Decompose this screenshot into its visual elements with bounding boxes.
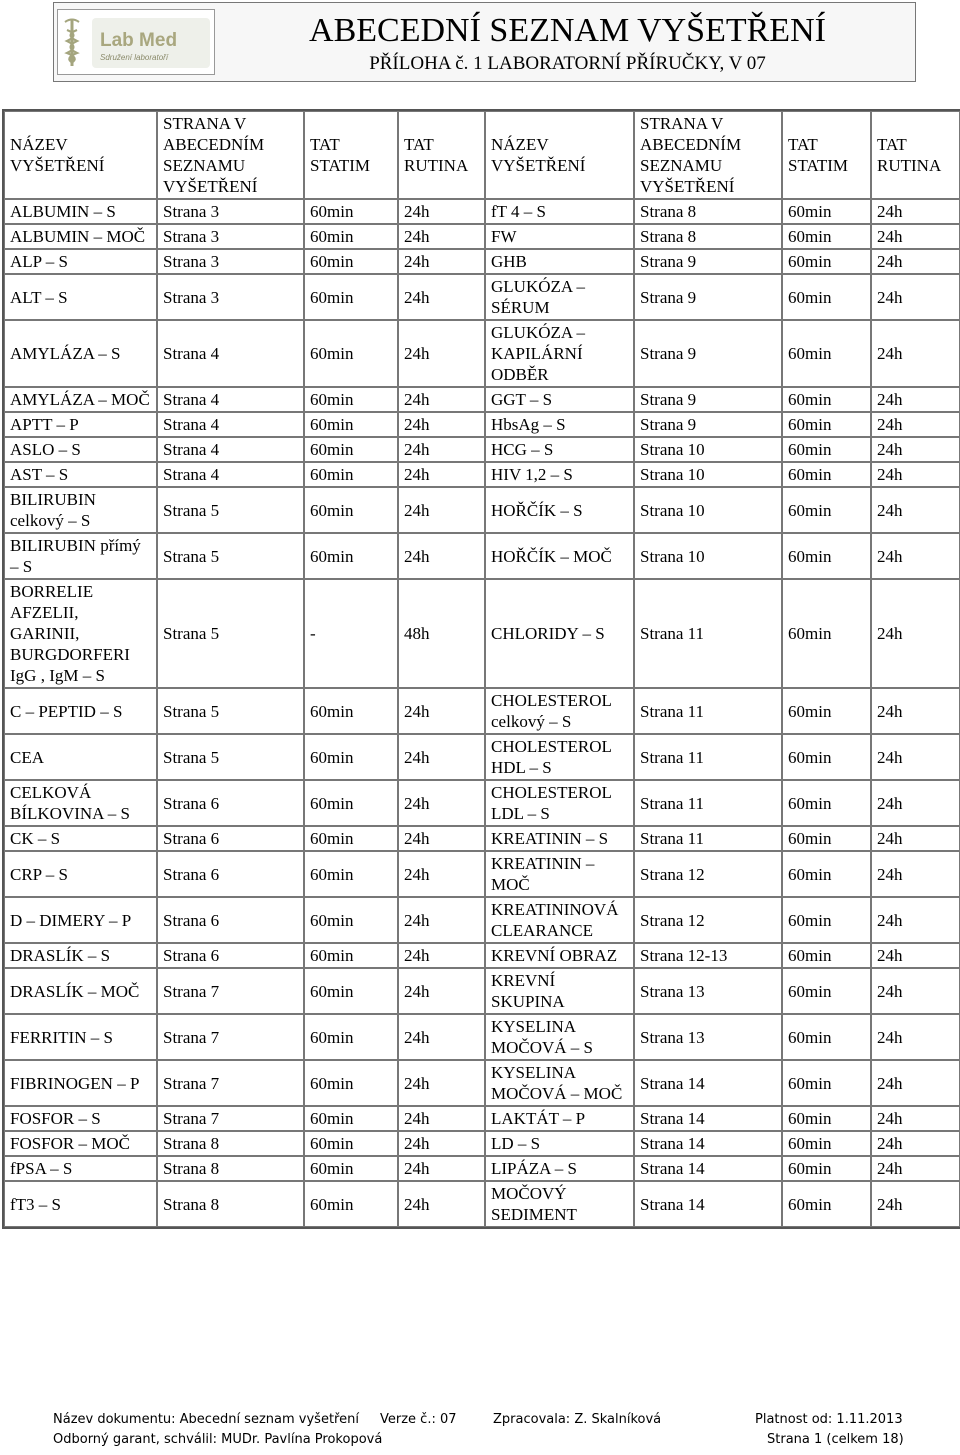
tat-statim-2: 60min	[782, 734, 871, 780]
table-row	[4, 1060, 960, 1106]
header-tat-statim-2: TAT STATIM	[782, 111, 871, 199]
exam-page-2: Strana 14	[634, 1156, 782, 1181]
table-row	[4, 851, 960, 897]
exam-page-2: Strana 11	[634, 734, 782, 780]
exam-name: CK – S	[4, 826, 157, 851]
tat-rutina: 24h	[398, 968, 485, 1014]
exam-page-2: Strana 12-13	[634, 943, 782, 968]
document-title: ABECEDNÍ SEZNAM VYŠETŘENÍ	[309, 12, 826, 49]
exam-page: Strana 6	[157, 826, 304, 851]
exam-page: Strana 8	[157, 1156, 304, 1181]
tat-statim: 60min	[304, 1014, 398, 1060]
exam-page-2: Strana 9	[634, 320, 782, 387]
tat-rutina-2: 24h	[871, 1106, 960, 1131]
tat-rutina: 24h	[398, 1060, 485, 1106]
header-tat-rutina-2: TAT RUTINA	[871, 111, 960, 199]
exam-name: ALBUMIN – S	[4, 199, 157, 224]
tat-statim: 60min	[304, 688, 398, 734]
tat-statim-2: 60min	[782, 387, 871, 412]
exam-name: AMYLÁZA – S	[4, 320, 157, 387]
table-row	[4, 412, 960, 437]
tat-statim-2: 60min	[782, 437, 871, 462]
table-row	[4, 462, 960, 487]
tat-statim-2: 60min	[782, 1156, 871, 1181]
header-page-2: STRANA V ABECEDNÍM SEZNAMU VYŠETŘENÍ	[634, 111, 782, 199]
tat-statim: 60min	[304, 734, 398, 780]
tat-rutina: 24h	[398, 412, 485, 437]
table-row	[4, 249, 960, 274]
exam-page: Strana 7	[157, 1106, 304, 1131]
table-row	[4, 437, 960, 462]
tat-statim: 60min	[304, 487, 398, 533]
tat-statim: 60min	[304, 199, 398, 224]
tat-rutina-2: 24h	[871, 780, 960, 826]
exam-name-2: KREVNÍ SKUPINA	[485, 968, 634, 1014]
tat-rutina-2: 24h	[871, 274, 960, 320]
exam-name: APTT – P	[4, 412, 157, 437]
table-row	[4, 579, 960, 688]
footer-page-number: Strana 1 (celkem 18)	[767, 1432, 904, 1447]
tat-statim-2: 60min	[782, 320, 871, 387]
exam-name-2: CHLORIDY – S	[485, 579, 634, 688]
exam-name: AMYLÁZA – MOČ	[4, 387, 157, 412]
exam-page: Strana 5	[157, 688, 304, 734]
logo-graphic	[58, 10, 214, 74]
tat-rutina: 24h	[398, 943, 485, 968]
exam-name: BILIRUBIN celkový – S	[4, 487, 157, 533]
tat-statim-2: 60min	[782, 1014, 871, 1060]
tat-statim: 60min	[304, 1131, 398, 1156]
tat-statim-2: 60min	[782, 943, 871, 968]
table-row	[4, 487, 960, 533]
tat-statim-2: 60min	[782, 462, 871, 487]
exam-name: ALBUMIN – MOČ	[4, 224, 157, 249]
exam-page-2: Strana 8	[634, 199, 782, 224]
exam-page-2: Strana 9	[634, 274, 782, 320]
exam-name: DRASLÍK – MOČ	[4, 968, 157, 1014]
tat-statim-2: 60min	[782, 274, 871, 320]
tat-rutina: 24h	[398, 462, 485, 487]
exam-page: Strana 5	[157, 487, 304, 533]
tat-rutina: 24h	[398, 1106, 485, 1131]
exam-page: Strana 6	[157, 943, 304, 968]
exam-name-2: KREATININ – MOČ	[485, 851, 634, 897]
tat-statim-2: 60min	[782, 533, 871, 579]
tat-rutina: 24h	[398, 320, 485, 387]
table-row	[4, 968, 960, 1014]
tat-statim-2: 60min	[782, 249, 871, 274]
tat-rutina-2: 24h	[871, 437, 960, 462]
tat-rutina: 24h	[398, 224, 485, 249]
tat-statim-2: 60min	[782, 579, 871, 688]
tat-statim-2: 60min	[782, 199, 871, 224]
exam-name-2: GLUKÓZA – KAPILÁRNÍ ODBĚR	[485, 320, 634, 387]
exam-name: FOSFOR – MOČ	[4, 1131, 157, 1156]
table-row	[4, 1181, 960, 1227]
header-tat-rutina: TAT RUTINA	[398, 111, 485, 199]
exam-page: Strana 5	[157, 579, 304, 688]
exam-page: Strana 4	[157, 412, 304, 437]
exam-page: Strana 3	[157, 249, 304, 274]
exam-name-2: KREVNÍ OBRAZ	[485, 943, 634, 968]
exam-name-2: FW	[485, 224, 634, 249]
tat-statim: 60min	[304, 1181, 398, 1227]
exam-name-2: LIPÁZA – S	[485, 1156, 634, 1181]
tat-statim-2: 60min	[782, 780, 871, 826]
exam-page-2: Strana 9	[634, 387, 782, 412]
tat-statim-2: 60min	[782, 968, 871, 1014]
exam-page: Strana 7	[157, 968, 304, 1014]
tat-rutina-2: 24h	[871, 1156, 960, 1181]
lab-med-logo	[57, 9, 215, 75]
exam-name: FOSFOR – S	[4, 1106, 157, 1131]
tat-rutina-2: 24h	[871, 320, 960, 387]
exam-page: Strana 3	[157, 224, 304, 249]
tat-statim: 60min	[304, 462, 398, 487]
tat-rutina: 24h	[398, 274, 485, 320]
tat-rutina: 24h	[398, 1131, 485, 1156]
tat-statim: 60min	[304, 943, 398, 968]
tat-rutina: 24h	[398, 734, 485, 780]
table-row	[4, 826, 960, 851]
tat-rutina: 24h	[398, 897, 485, 943]
tat-rutina-2: 24h	[871, 943, 960, 968]
tat-rutina: 24h	[398, 1156, 485, 1181]
tat-rutina: 24h	[398, 437, 485, 462]
tat-rutina-2: 24h	[871, 1060, 960, 1106]
tat-statim: 60min	[304, 249, 398, 274]
tat-statim: 60min	[304, 897, 398, 943]
header-name: NÁZEV VYŠETŘENÍ	[4, 111, 157, 199]
exam-name-2: MOČOVÝ SEDIMENT	[485, 1181, 634, 1227]
exam-page-2: Strana 11	[634, 688, 782, 734]
table-row	[4, 688, 960, 734]
tat-statim-2: 60min	[782, 1060, 871, 1106]
tat-statim-2: 60min	[782, 1106, 871, 1131]
document-footer	[53, 1410, 913, 1450]
tat-rutina-2: 24h	[871, 851, 960, 897]
tat-rutina-2: 24h	[871, 249, 960, 274]
footer-version: Verze č.: 07	[380, 1412, 457, 1427]
table-row	[4, 1106, 960, 1131]
exam-name-2: KREATININ – S	[485, 826, 634, 851]
tat-statim: 60min	[304, 1156, 398, 1181]
footer-doc-name: Název dokumentu: Abecední seznam vyšetření	[53, 1412, 359, 1427]
table-row	[4, 734, 960, 780]
tat-rutina-2: 24h	[871, 826, 960, 851]
tat-statim: 60min	[304, 780, 398, 826]
svg-text:Sdružení laboratoří: Sdružení laboratoří	[100, 53, 169, 62]
table-row	[4, 533, 960, 579]
tat-statim: 60min	[304, 412, 398, 437]
exam-table	[2, 109, 960, 1229]
exam-name-2: GGT – S	[485, 387, 634, 412]
tat-rutina: 24h	[398, 780, 485, 826]
exam-page-2: Strana 14	[634, 1106, 782, 1131]
exam-name: fPSA – S	[4, 1156, 157, 1181]
exam-name-2: KREATININOVÁ CLEARANCE	[485, 897, 634, 943]
exam-name-2: LAKTÁT – P	[485, 1106, 634, 1131]
tat-rutina: 24h	[398, 249, 485, 274]
exam-name: C – PEPTID – S	[4, 688, 157, 734]
tat-statim: 60min	[304, 851, 398, 897]
tat-rutina-2: 24h	[871, 387, 960, 412]
tat-statim: 60min	[304, 274, 398, 320]
exam-name: ALT – S	[4, 274, 157, 320]
header-name-2: NÁZEV VYŠETŘENÍ	[485, 111, 634, 199]
tat-rutina-2: 24h	[871, 462, 960, 487]
exam-page: Strana 5	[157, 734, 304, 780]
table-row	[4, 780, 960, 826]
tat-rutina: 24h	[398, 851, 485, 897]
svg-text:Lab Med: Lab Med	[100, 30, 178, 51]
exam-page-2: Strana 12	[634, 897, 782, 943]
exam-name-2: CHOLESTEROL celkový – S	[485, 688, 634, 734]
exam-page-2: Strana 8	[634, 224, 782, 249]
tat-statim-2: 60min	[782, 1131, 871, 1156]
table-header-row	[4, 111, 960, 199]
tat-statim-2: 60min	[782, 897, 871, 943]
exam-page-2: Strana 14	[634, 1060, 782, 1106]
exam-name-2: HbsAg – S	[485, 412, 634, 437]
exam-name-2: KYSELINA MOČOVÁ – S	[485, 1014, 634, 1060]
footer-valid-from: Platnost od: 1.11.2013	[755, 1412, 903, 1427]
exam-page-2: Strana 12	[634, 851, 782, 897]
tat-rutina: 48h	[398, 579, 485, 688]
tat-statim: 60min	[304, 224, 398, 249]
tat-statim: 60min	[304, 826, 398, 851]
tat-statim: 60min	[304, 968, 398, 1014]
exam-page: Strana 5	[157, 533, 304, 579]
tat-statim-2: 60min	[782, 1181, 871, 1227]
table-row	[4, 943, 960, 968]
exam-name-2: HOŘČÍK – S	[485, 487, 634, 533]
tat-rutina: 24h	[398, 387, 485, 412]
tat-statim-2: 60min	[782, 224, 871, 249]
exam-page-2: Strana 10	[634, 533, 782, 579]
tat-statim: 60min	[304, 1106, 398, 1131]
exam-page-2: Strana 10	[634, 437, 782, 462]
table-row	[4, 199, 960, 224]
exam-page: Strana 7	[157, 1060, 304, 1106]
tat-rutina: 24h	[398, 1181, 485, 1227]
exam-page: Strana 6	[157, 780, 304, 826]
exam-page-2: Strana 10	[634, 487, 782, 533]
exam-name: CELKOVÁ BÍLKOVINA – S	[4, 780, 157, 826]
exam-name-2: GHB	[485, 249, 634, 274]
exam-name: BILIRUBIN přímý – S	[4, 533, 157, 579]
tat-rutina-2: 24h	[871, 224, 960, 249]
exam-page: Strana 4	[157, 320, 304, 387]
exam-name-2: CHOLESTEROL LDL – S	[485, 780, 634, 826]
exam-page-2: Strana 10	[634, 462, 782, 487]
exam-page: Strana 4	[157, 437, 304, 462]
exam-name: FIBRINOGEN – P	[4, 1060, 157, 1106]
tat-statim-2: 60min	[782, 851, 871, 897]
tat-rutina: 24h	[398, 487, 485, 533]
footer-guarantor: Odborný garant, schválil: MUDr. Pavlína Prokopová	[53, 1432, 383, 1447]
exam-page: Strana 4	[157, 387, 304, 412]
exam-name-2: fT 4 – S	[485, 199, 634, 224]
tat-rutina-2: 24h	[871, 199, 960, 224]
tat-statim: 60min	[304, 1060, 398, 1106]
tat-statim-2: 60min	[782, 412, 871, 437]
tat-rutina-2: 24h	[871, 734, 960, 780]
tat-rutina: 24h	[398, 533, 485, 579]
exam-name: AST – S	[4, 462, 157, 487]
exam-page-2: Strana 11	[634, 579, 782, 688]
tat-rutina-2: 24h	[871, 897, 960, 943]
exam-name-2: HIV 1,2 – S	[485, 462, 634, 487]
tat-rutina-2: 24h	[871, 412, 960, 437]
tat-statim: 60min	[304, 533, 398, 579]
header-page: STRANA V ABECEDNÍM SEZNAMU VYŠETŘENÍ	[157, 111, 304, 199]
exam-name-2: CHOLESTEROL HDL – S	[485, 734, 634, 780]
exam-name-2: GLUKÓZA – SÉRUM	[485, 274, 634, 320]
table-row	[4, 1014, 960, 1060]
tat-rutina-2: 24h	[871, 968, 960, 1014]
exam-page-2: Strana 9	[634, 412, 782, 437]
exam-page: Strana 8	[157, 1131, 304, 1156]
exam-page-2: Strana 13	[634, 1014, 782, 1060]
footer-prepared-by: Zpracovala: Z. Skalníková	[493, 1412, 662, 1427]
tat-rutina-2: 24h	[871, 579, 960, 688]
tat-statim-2: 60min	[782, 688, 871, 734]
tat-rutina-2: 24h	[871, 533, 960, 579]
exam-name-2: LD – S	[485, 1131, 634, 1156]
exam-page-2: Strana 13	[634, 968, 782, 1014]
exam-page: Strana 7	[157, 1014, 304, 1060]
exam-page-2: Strana 14	[634, 1181, 782, 1227]
exam-name: ASLO – S	[4, 437, 157, 462]
exam-page: Strana 3	[157, 199, 304, 224]
exam-name: CEA	[4, 734, 157, 780]
exam-page: Strana 6	[157, 851, 304, 897]
exam-name: ALP – S	[4, 249, 157, 274]
exam-name: CRP – S	[4, 851, 157, 897]
document-header	[53, 2, 916, 82]
tat-rutina-2: 24h	[871, 1181, 960, 1227]
exam-page: Strana 4	[157, 462, 304, 487]
tat-rutina: 24h	[398, 688, 485, 734]
table-row	[4, 1131, 960, 1156]
exam-page-2: Strana 9	[634, 249, 782, 274]
exam-name-2: HCG – S	[485, 437, 634, 462]
table-row	[4, 224, 960, 249]
exam-page: Strana 3	[157, 274, 304, 320]
exam-name: D – DIMERY – P	[4, 897, 157, 943]
tat-rutina: 24h	[398, 826, 485, 851]
table-row	[4, 320, 960, 387]
tat-statim: 60min	[304, 387, 398, 412]
exam-name: BORRELIE AFZELII, GARINII, BURGDORFERI IgG , IgM – S	[4, 579, 157, 688]
exam-name-2: HOŘČÍK – MOČ	[485, 533, 634, 579]
table-row	[4, 274, 960, 320]
document-subtitle: PŘÍLOHA č. 1 LABORATORNÍ PŘÍRUČKY, V 07	[369, 53, 766, 74]
header-tat-statim: TAT STATIM	[304, 111, 398, 199]
table-row	[4, 387, 960, 412]
table-row	[4, 1156, 960, 1181]
tat-rutina-2: 24h	[871, 1014, 960, 1060]
exam-page-2: Strana 11	[634, 826, 782, 851]
tat-rutina: 24h	[398, 1014, 485, 1060]
tat-statim: 60min	[304, 437, 398, 462]
exam-page-2: Strana 14	[634, 1131, 782, 1156]
exam-page: Strana 6	[157, 897, 304, 943]
exam-name: DRASLÍK – S	[4, 943, 157, 968]
tat-statim: 60min	[304, 320, 398, 387]
tat-statim: -	[304, 579, 398, 688]
exam-name: fT3 – S	[4, 1181, 157, 1227]
tat-rutina-2: 24h	[871, 1131, 960, 1156]
exam-name-2: KYSELINA MOČOVÁ – MOČ	[485, 1060, 634, 1106]
tat-statim-2: 60min	[782, 826, 871, 851]
exam-name: FERRITIN – S	[4, 1014, 157, 1060]
exam-page: Strana 8	[157, 1181, 304, 1227]
tat-statim-2: 60min	[782, 487, 871, 533]
tat-rutina-2: 24h	[871, 487, 960, 533]
tat-rutina: 24h	[398, 199, 485, 224]
exam-page-2: Strana 11	[634, 780, 782, 826]
tat-rutina-2: 24h	[871, 688, 960, 734]
table-row	[4, 897, 960, 943]
